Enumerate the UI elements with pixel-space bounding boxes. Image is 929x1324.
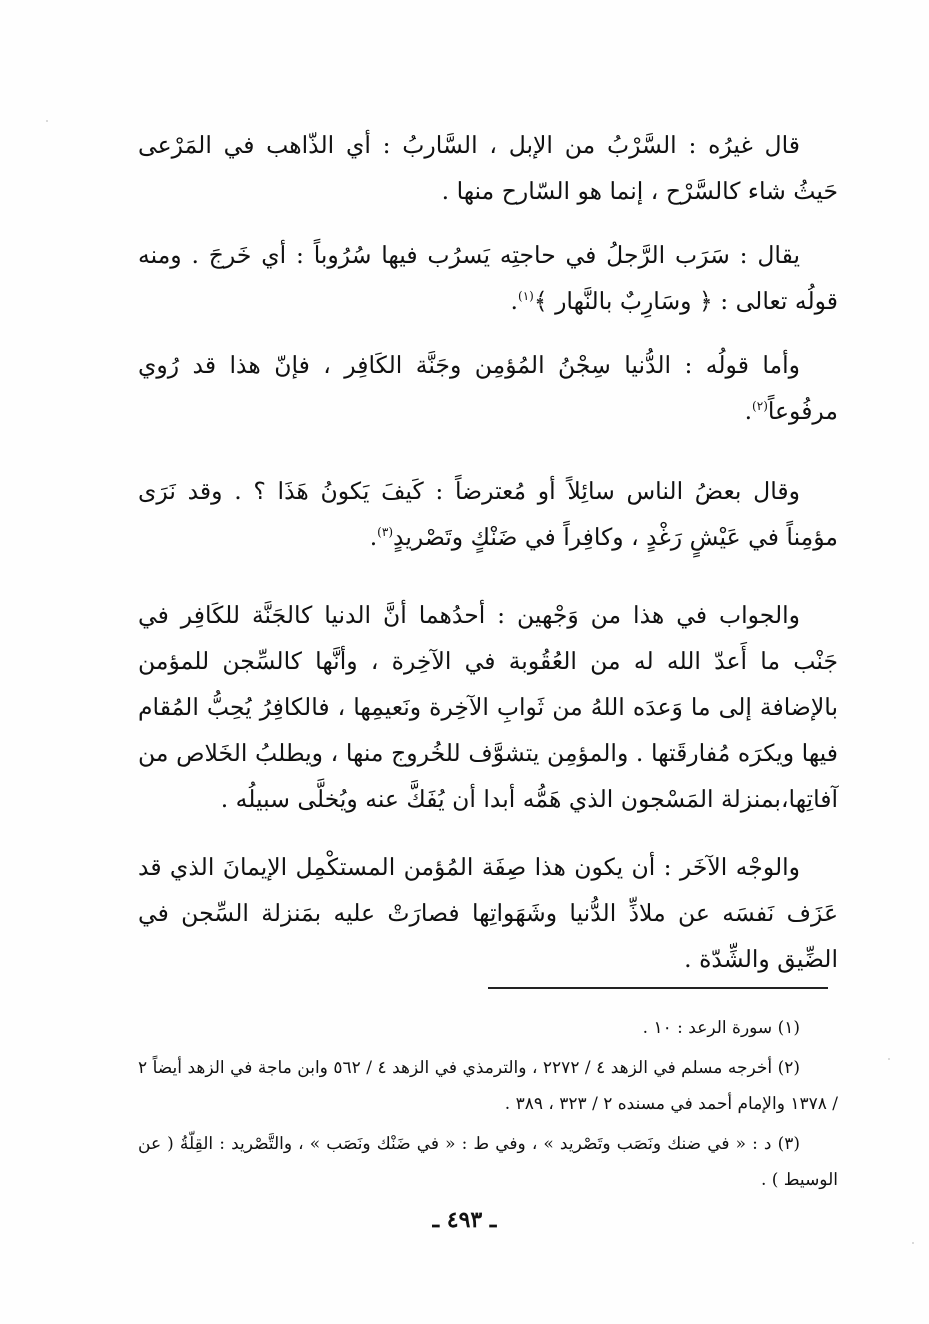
- footnote-divider: [488, 987, 828, 989]
- scan-speck: [912, 1242, 914, 1244]
- footnote-ref-3: (٣): [377, 525, 393, 540]
- paragraph-3: وأما قولُه : الدُّنيا سِجْنُ المُؤمِن وجَنَّة الكَافِر ، فإنّ هذا قد رُوي مرفُوعاً$^{(٢)}$.: [138, 351, 838, 425]
- footnote-3: (٣) د : « في ضنك ونَصَب وتَصْريد » ، وفي ط : « في ضَنْك ونَصَب » ، والتَّصْريد : القِلّةُ ( عن الوسيط ) .: [138, 1134, 838, 1190]
- paragraph-2: يقال : سَرَب الرَّجلُ في حاجتِه يَسرُب فيها سُرُوباً : أي خَرجَ . ومنه قولُه تعالى : ﴿ وسَارِبٌ بالنَّهار ﴾$^{(١)}$.: [138, 241, 838, 315]
- paragraph-5: والجواب في هذا من وَجْهين : أحدُهما أنَّ الدنيا كالجَنَّة للكَافِر في جَنْب ما أَعدّ الله له من العُقُوبة في الآخِرة ، وأنَّها كالسِّجن للمؤمن بالإضافة إلى ما وَعدَه اللهُ من ثَوابِ الآخِرة ونَعيمِها ، فالكافِرُ يُحِبُّ المُقام فيها ويكرَه مُفارقَتها . والمؤمِن يتشوَّف للخُروج منها ، ويطلبُ الخَلاص من آفاتِها،بمنزلة المَسْجون الذي هَمُّه أبدا أن يُفَكَّ عنه ويُخلَّى سبيلُه .: [138, 601, 838, 813]
- scan-speck: [46, 120, 48, 122]
- scan-speck: [888, 1058, 890, 1060]
- footnote-ref-2: (٢): [752, 399, 768, 414]
- page-number: ـ ٤٩٣ ـ: [432, 1207, 497, 1233]
- paragraph-1: قال غيرُه : السَّرْبُ من الإبل ، السَّاربُ : أي الذّاهب في المَرْعى حَيثُ شاء كالسَّرْح ، إنما هو السّارح منها .: [138, 131, 838, 205]
- footnotes: [138, 1010, 838, 1202]
- paragraph-4: وقال بعضُ الناس سائِلاً أو مُعترضاً : كَيفَ يَكونُ هَذَا ؟ . وقد نَرَى مؤمِناً في عَيْشٍ رَغْدٍ ، وكافِراً في ضَنْكٍ وتَصْريدٍ$^{(٣)}$.: [138, 477, 838, 551]
- footnote-1: (١) سورة الرعد : ١٠ .: [642, 1018, 800, 1038]
- main-text: [138, 122, 838, 1008]
- footnote-ref-1: (١): [518, 289, 534, 304]
- paragraph-6: والوجْه الآخَر : أن يكون هذا صِفَة المُؤمن المستكْمِل الإيمانَ الذي قد عَزَف نَفسَه عن ملاذِّ الدُّنيا وشَهَواتِها فصارَتْ عليه بمَنزلة السِّجن في الضِّيق والشِّدّة .: [138, 853, 838, 973]
- footnote-2: (٢) أخرجه مسلم في الزهد ٤ / ٢٢٧٢ ، والترمذي في الزهد ٤ / ٥٦٢ وابن ماجة في الزهد أيضاً ٢ / ١٣٧٨ والإمام أحمد في مسنده ٢ / ٣٢٣ ، ٣٨٩ .: [138, 1058, 838, 1114]
